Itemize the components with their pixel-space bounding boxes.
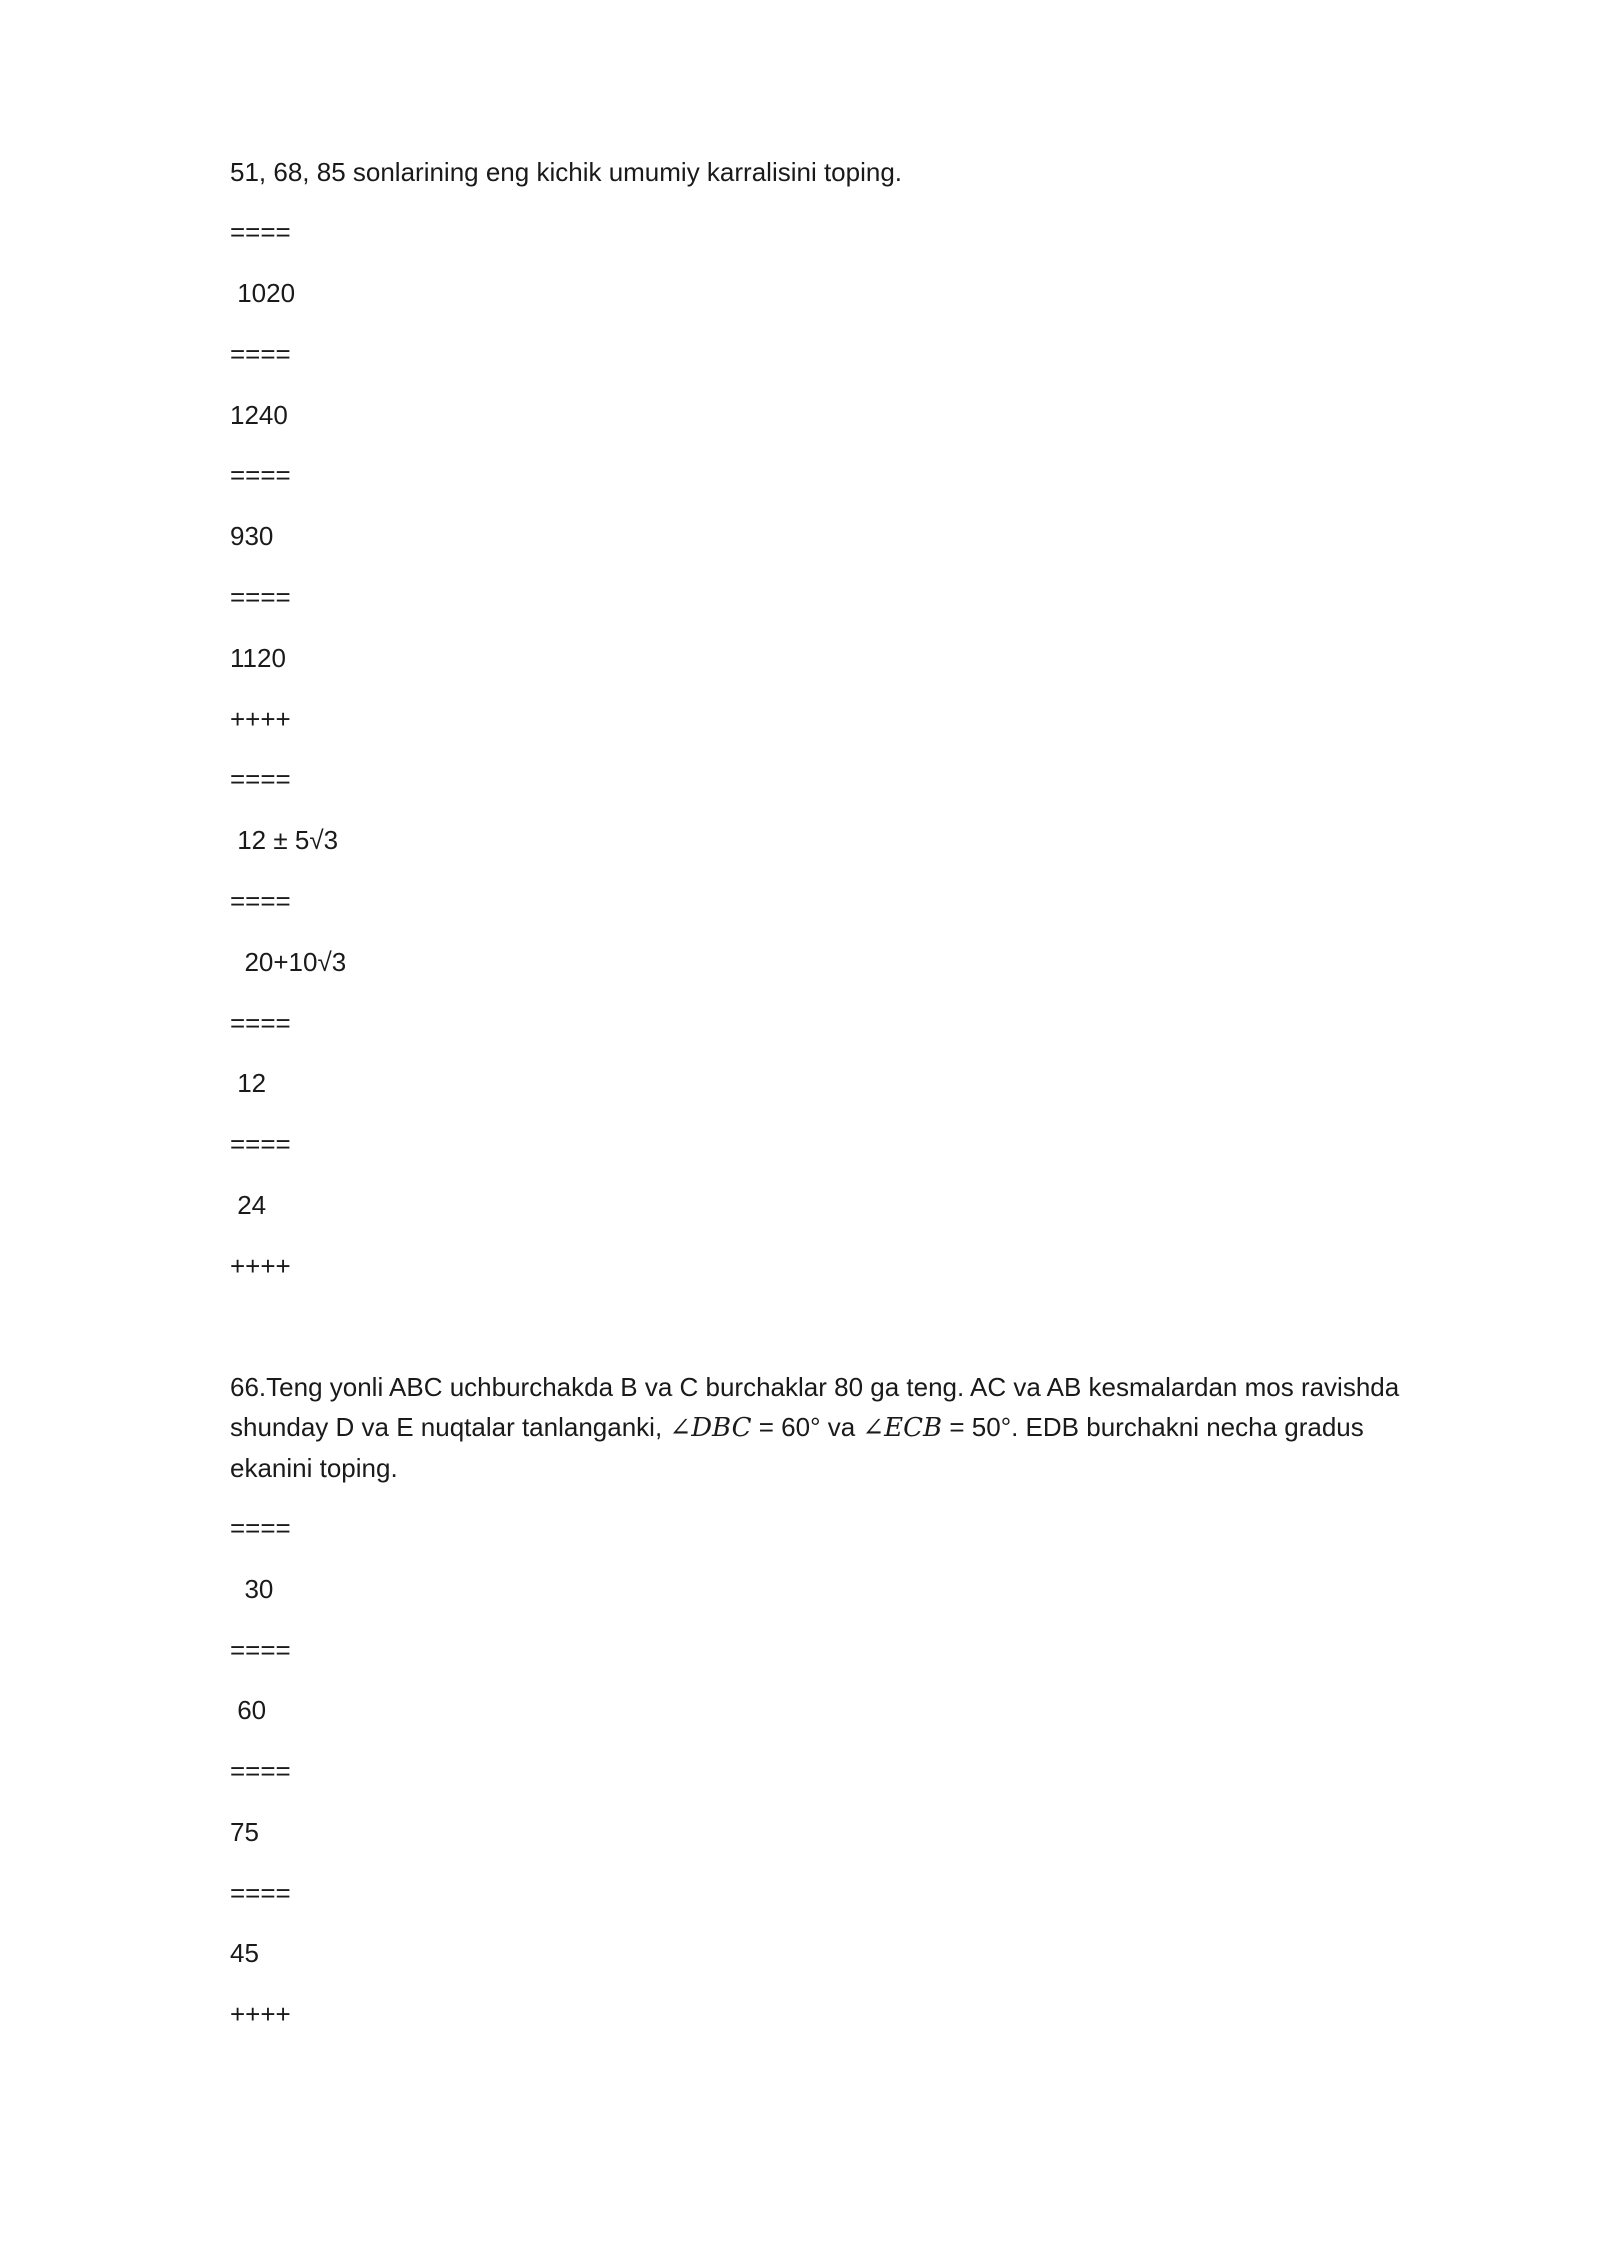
separator: ==== (230, 217, 291, 247)
separator: ==== (230, 764, 291, 794)
answer-option: 45 (230, 1938, 259, 1968)
separator: ==== (230, 1756, 291, 1786)
angle-ecb: ∠ECB (862, 1413, 943, 1443)
answer-option: 12 (230, 1068, 267, 1098)
answer-option: 60 (230, 1695, 267, 1725)
question-2-text: 66.Teng yonli ABC uchburchakda B va C burchaklar 80 ga teng. AC va AB kesmalardan mos ravishda shunday D va E nuqtalar tanlanganki, ∠DBC = 60° va ∠ECB = 50°. EDB burchakni necha gradus ekanini toping. (230, 1372, 1400, 1483)
separator: ==== (230, 1129, 291, 1159)
answer-option: 1020 (230, 278, 296, 308)
angle-dbc: ∠DBC (669, 1413, 752, 1443)
answer-option: 12 ± 5√3 (230, 825, 339, 855)
end-marker: ++++ (230, 704, 291, 734)
separator: ==== (230, 339, 291, 369)
end-marker: ++++ (230, 1999, 291, 2029)
question-1-text: 51, 68, 85 sonlarining eng kichik umumiy karralisini toping. (230, 157, 903, 187)
answer-option: 930 (230, 521, 274, 551)
separator: ==== (230, 1635, 291, 1665)
separator: ==== (230, 460, 291, 490)
answer-option: 24 (230, 1190, 267, 1220)
answer-option: 75 (230, 1817, 259, 1847)
separator: ==== (230, 1878, 291, 1908)
answer-option: 20+10√3 (230, 947, 347, 977)
end-marker: ++++ (230, 1251, 291, 1281)
separator: ==== (230, 1513, 291, 1543)
answer-option: 30 (230, 1574, 274, 1604)
answer-option: 1120 (230, 643, 286, 673)
separator: ==== (230, 886, 291, 916)
separator: ==== (230, 1008, 291, 1038)
answer-option: 1240 (230, 400, 288, 430)
separator: ==== (230, 582, 291, 612)
